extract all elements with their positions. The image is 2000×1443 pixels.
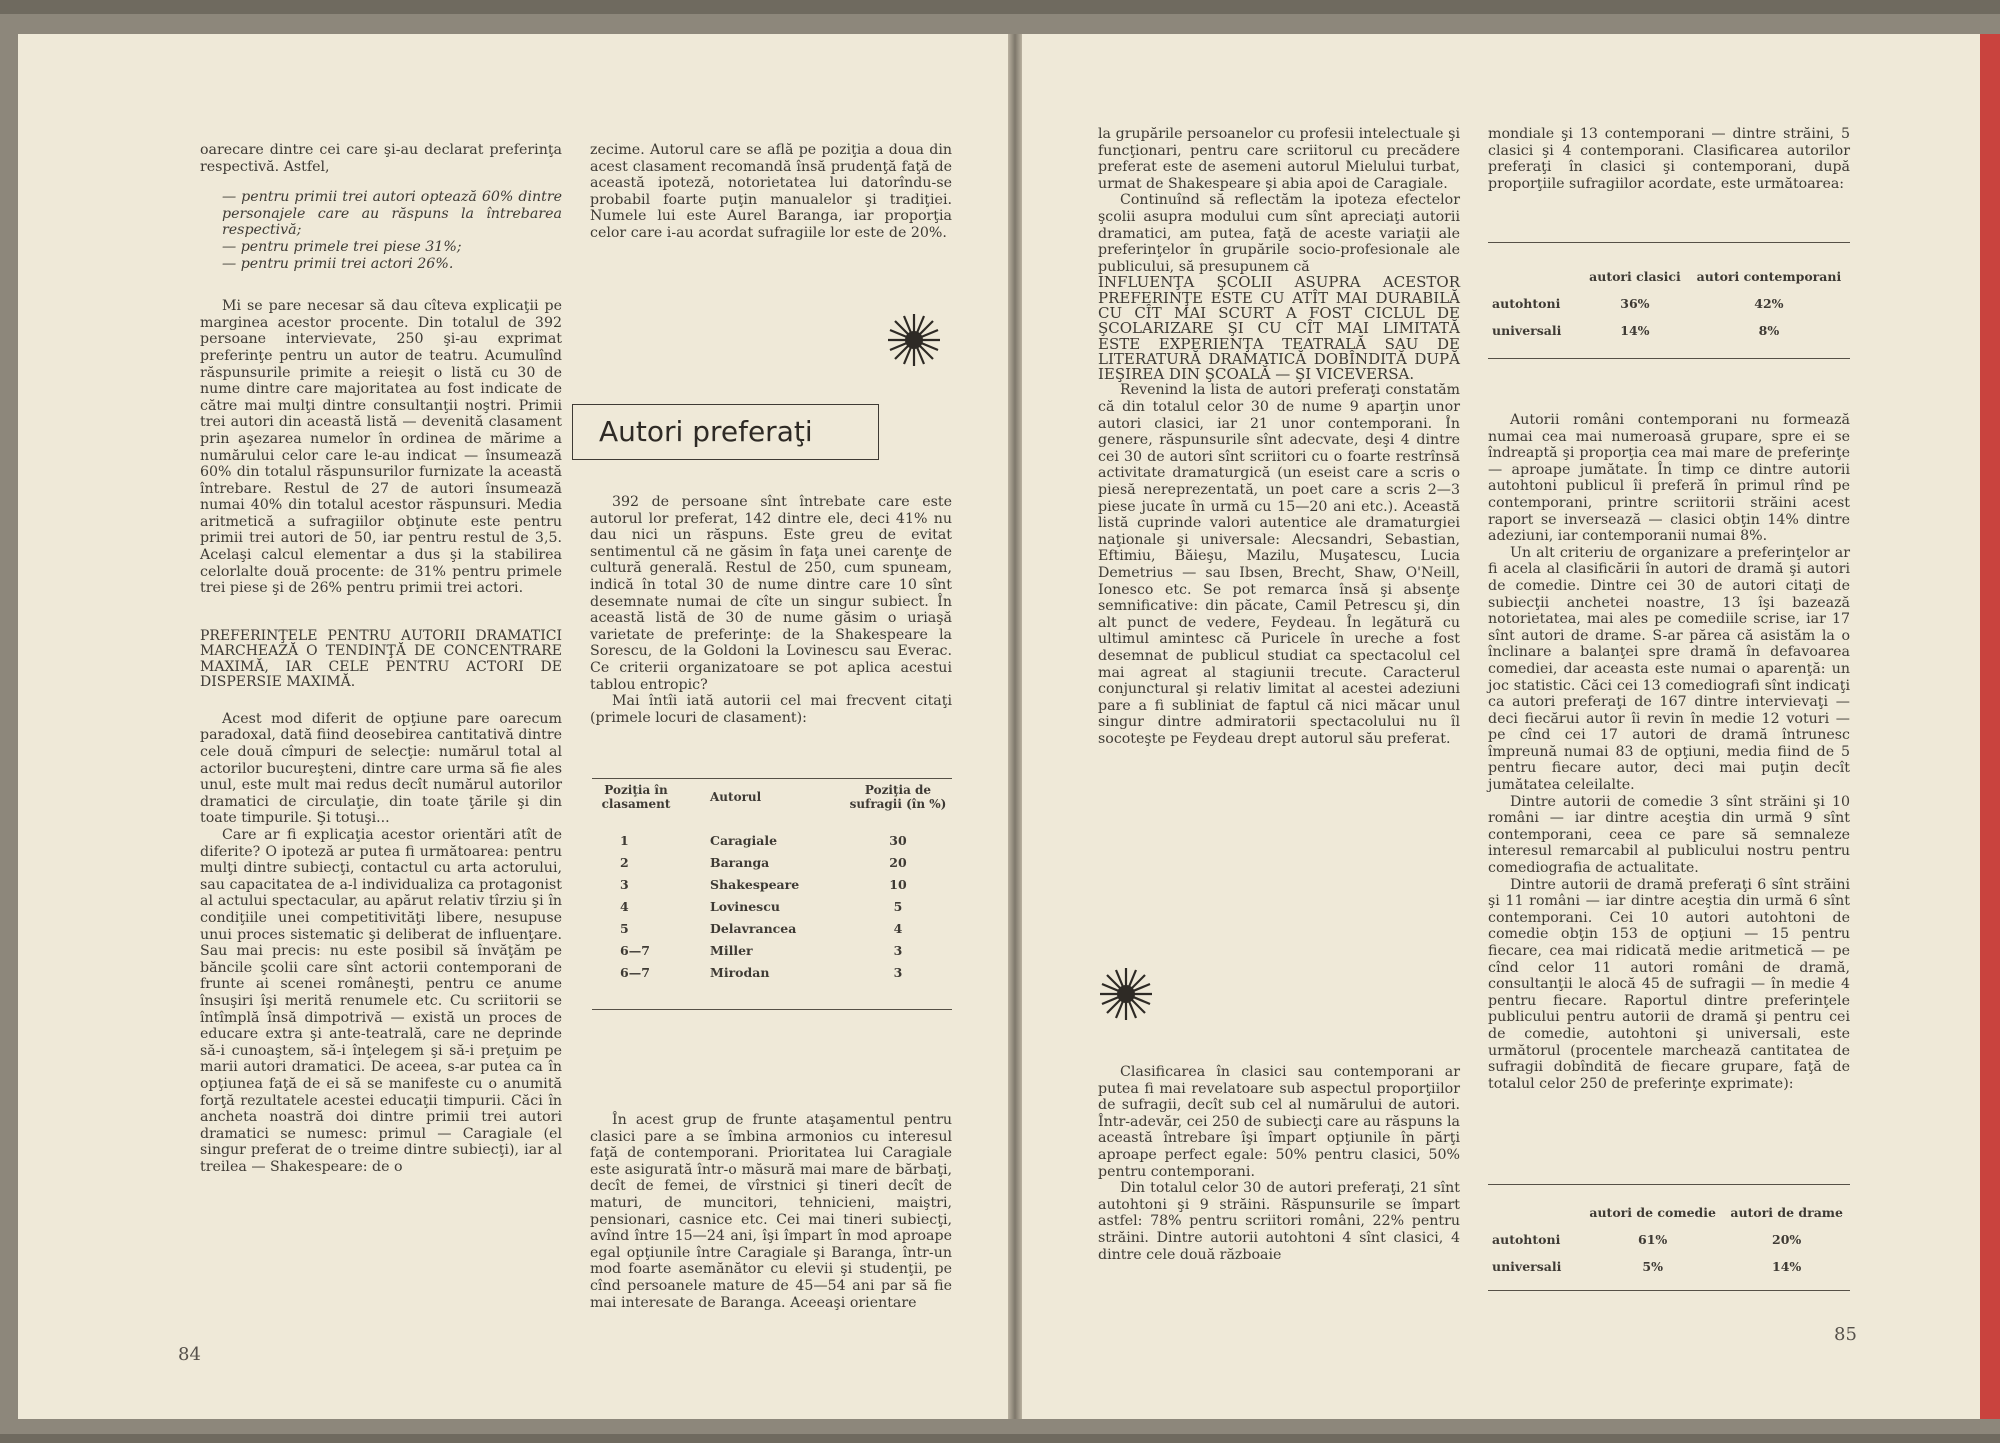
table-row: autohtoni 36% 42% [1492,296,1784,311]
table-row: 6—7 Miller 3 [620,942,903,958]
section-heading [572,404,879,460]
right-page-column-1-end [1098,1064,1460,1263]
comedy-drama-table [1488,1184,1850,1291]
page-number: 85 [1834,1324,1857,1345]
right-page-column-2 [1488,126,1850,192]
list-item: — pentru primele trei piese 31%; [222,238,462,255]
table-row: 6—7 Mirodan 3 [620,964,903,980]
table-row: 5 Delavrancea 4 [620,920,903,936]
paragraph: Acest mod diferit de opţiune pare oarecum paradoxal, dată fiind deosebirea cantitativă dintre cele două cîmpuri de selecţie: numărul total al actorilor bucureşteni, dintre care urma să fie ales unul, este mult mai redus decît numărul autorilor dramatici de circulaţie, din toate ţările şi din toate timpurile. Şi totuşi... [200,710,562,827]
classics-contemporaries-table [1488,242,1850,359]
column-header: autori de drame [1730,1205,1843,1220]
paragraph: Revenind la lista de autori preferaţi constatăm că din totalul celor 30 de nume 9 aparţin unor autori clasici, iar 21 unor contemporani. În genere, răspunsurile sînt adecvate, deşi 4 dintre cei 30 de autori sînt scriitori cu o foarte restrînsă activitate dramaturgică (un eseist care a scris o piesă nereprezentată, un poet care a scris 2—3 piese jucate în urmă cu 15—20 ani etc.). Această listă cuprinde valori autentice ale dramaturgiei naţionale şi universale: Alecsandri, Sebastian, Eftimiu, Băieşu, Mazilu, Muşatescu, Lucia Demetrius — sau Ibsen, Brecht, Shaw, O'Neill, Ionesco etc. Se pot remarca însă şi absenţe semnificative: din păcate, Camil Petrescu şi, din alt punct de vedere, Feydeau. În legătură cu ultimul amintesc că Puricele în ureche a fost desemnat de publicul studiat ca spectacolul cel mai agreat al stagiunii trecute. Caracterul conjunctural şi relativ limitat al acestei adeziuni pare a fi subliniat de faptul că nici măcar unul singur dintre admiratorii spectacolului nu îl socoteşte pe Feydeau drept autorul său preferat. [1098,382,1460,747]
left-page-column-2-end [590,1112,952,1311]
left-page-column-2-body [590,494,952,726]
table-row: universali 5% 14% [1492,1259,1802,1274]
column-header: Poziţia în clasament [601,783,671,811]
paragraph: Un alt criteriu de organizare a preferinţelor ar fi acela al clasificării în autori de dramă şi autori de comedie. Dintre cei 30 de autori citaţi de subiecţii anchetei noastre, 13 îşi bazează notorietatea, mai ales pe comediile scrise, iar 17 sînt autori de drame. S-ar părea că asistăm la o înclinare a balanţei spre dramă în defavoarea comediei, dar aceasta este numai o aparenţă: un joc statistic. Căci cei 13 comediografi sînt indicaţi ca autori preferaţi de 167 dintre intervievaţi — deci fiecărui autor îi revin în medie 12 voturi — pe cînd cei 17 autori de dramă întrunesc împreună numai 83 de opţiuni, media fiind de 5 pentru fiecare autor, deci mai puţin decît jumătatea celeilalte. [1488,544,1850,794]
section-heading-text: Autori preferaţi [599,415,813,448]
paragraph: mondiale şi 13 contemporani — dintre străini, 5 clasici şi 4 contemporani. Clasificarea autorilor preferaţi în clasici şi contemporani, după proporţiile sufragiilor acordate, este următoarea: [1488,126,1850,192]
left-page-column-1 [200,142,562,1175]
paragraph: Continuînd să reflectăm la ipoteza efectelor şcolii asupra modului cum sînt apreciaţi autorii dramatici, am putea, faţă de aceste variaţii ale preferinţelor în grupările socio-profesionale ale publicului, să presupunem că [1098,192,1460,275]
book-gutter [1008,34,1022,1419]
table-row: 3 Shakespeare 10 [620,876,907,892]
right-page-column-2-body [1488,412,1850,1092]
book-edge [1980,34,2000,1419]
left-page-column-2 [590,142,952,242]
caps-statement: INFLUENŢA ŞCOLII ASUPRA ACESTOR PREFERINŢE ESTE CU ATÎT MAI DURABILĂ CU CÎT MAI SCURT A FOST CICLUL DE ŞCOLARIZARE ŞI CU CÎT MAI LIMITATĂ ESTE EXPERIENŢA TEATRALĂ SAU DE LITERATURĂ DRAMATICĂ DOBÎNDITĂ DUPĂ IEŞIREA DIN ŞCOALĂ — ŞI VICEVERSA. [1098,273,1460,384]
column-header: Autorul [710,790,762,804]
intro-paragraph: oarecare dintre cei care şi-au declarat preferinţa respectivă. Astfel, [200,142,562,175]
table-row: 1 Caragiale 30 [620,832,907,848]
table-row: autohtoni 61% 20% [1492,1232,1802,1247]
percent-list [200,189,562,272]
paragraph: Din totalul celor 30 de autori preferaţi, 21 sînt autohtoni şi 9 străini. Răspunsurile se împart astfel: 78% pentru scriitori români, 22% pentru străini. Dintre autorii autohtoni 4 sînt clasici, 4 dintre cele două războaie [1098,1180,1460,1263]
paragraph: Clasificarea în clasici sau contemporani ar putea fi mai revelatoare sub aspectul proporţiilor de sufragii, decît sub cel al numărului de autori. Într-adevăr, cei 250 de subiecţi care au răspuns la această întrebare îşi împart opţiunile în părţi aproape perfect egale: 50% pentru clasici, 50% pentru contemporani. [1098,1064,1460,1180]
paragraph: În acest grup de frunte ataşamentul pentru clasici pare a se îmbina armonios cu interesul faţă de contemporani. Prioritatea lui Caragiale este asigurată într-o măsură mai mare de bărbaţi, decît de femei, de vîrstnici şi tineri decît de maturi, de muncitori, tehnicieni, maiştri, pensionari, casnice etc. Cei mai tineri subiecţi, avînd între 15—24 ani, îşi împart în mod aproape egal opţiunile între Caragiale şi Baranga, într-un mod foarte asemănător cu elevii şi studenţii, pe cînd persoanele mature de 45—54 ani par să fie mai interesate de Baranga. Aceeaşi orientare [590,1112,952,1311]
sun-ornament-icon [886,312,942,368]
authors-ranking-table [592,778,952,1010]
paragraph: Dintre autorii de dramă preferaţi 6 sînt străini şi 11 români — iar dintre aceştia din urmă 6 sînt contemporani. Cei 10 autori autohtoni de comedie obţin 153 de opţiuni — 15 pentru fiecare, cea mai ridicată medie aritmetică — pe cînd celor 11 autori români de dramă, consultanţii le alocă 45 de sufragii — în medie 4 pentru fiecare. Raportul dintre preferinţele publicului pentru autorii de dramă şi pentru cei de comedie, autohtoni şi universali, este următorul (procentele marchează cantitatea de sufragii dobîndită de fiecare grupare, faţă de totalul celor 250 de preferinţe exprimate): [1488,876,1850,1092]
paragraph: Mi se pare necesar să dau cîteva explicaţii pe marginea acestor procente. Din totalul de 392 persoane intervievate, 250 şi-au exprimat preferinţe pentru un autor de teatru. Acumulînd răspunsurile primite a reieşit o listă cu 30 de nume dintre care majoritatea au fost indicate de către mai mulţi dintre consultanţii noştri. Primii trei autori din această listă — devenită clasament prin aşezarea numelor în ordinea de mărime a numărului celor care le-au indicat — însumează 60% din totalul răspunsurilor furnizate la această întrebare. Restul de 27 de autori însumează numai 40% din totalul acestor răspunsuri. Media aritmetică a sufragiilor obţinute este pentru primii trei autori de 50, iar pentru restul de 3,5. Acelaşi calcul elementar a dus şi la stabilirea celorlalte două procente: de 31% pentru primele trei piese şi de 26% pentru primii trei actori. [200,298,562,597]
paragraph: Dintre autorii de comedie 3 sînt străini şi 10 români — iar dintre aceştia din urmă 9 sînt contemporani, ceea ce pare să semnaleze interesul remarcabil al publicului nostru pentru comediografia de actualitate. [1488,793,1850,877]
table-row: universali 14% 8% [1492,323,1780,338]
left-page [18,34,1008,1419]
caps-statement: PREFERINŢELE PENTRU AUTORII DRAMATICI MARCHEAZĂ O TENDINŢĂ DE CONCENTRARE MAXIMĂ, IAR CELE PENTRU ACTORI DE DISPERSIE MAXIMĂ. [200,627,562,691]
column-header: Poziţia de sufragii (în %) [849,783,947,811]
table-row: 4 Lovinescu 5 [620,898,903,914]
right-page-column-1 [1098,126,1460,747]
column-header: autori contemporani [1696,269,1842,284]
paragraph: Autorii români contemporani nu formează numai cea mai numeroasă grupare, spre ei se îndreaptă şi proporţia cea mai mare de preferinţe — aproape jumătate. În timp ce dintre autorii autohtoni publicul îi preferă în primul rînd pe contemporani, printre scriitorii străini acest raport se inversează — clasici obţin 14% dintre adeziuni, iar contemporanii numai 8%. [1488,412,1850,545]
list-item: — pentru primii trei autori optează 60% dintre personajele care au răspuns la întrebarea respectivă; [222,189,562,239]
paragraph: Mai întîi iată autorii cel mai frecvent citaţi (primele locuri de clasament): [590,693,952,726]
column-header: autori clasici [1589,269,1681,284]
paragraph: 392 de persoane sînt întrebate care este autorul lor preferat, 142 dintre ele, deci 41% nu dau nici un răspuns. Este greu de evitat sentimentul că ne găsim în faţa unei carenţe de cultură generală. Restul de 250, cum spuneam, indică în total 30 de nume dintre care 10 sînt desemnate numai de cîte un singur subiect. În această listă de 30 de nume găsim o uriaşă varietate de preferinţe: de la Shakespeare la Sorescu, de la Goldoni la Lovinescu sau Everac. Ce criterii organizatoare se pot aplica acestui tablou entropic? [590,494,952,693]
column-header: autori de comedie [1589,1205,1716,1220]
paragraph: Care ar fi explicaţia acestor orientări atît de diferite? O ipoteză ar putea fi următoarea: pentru mulţi dintre subiecţi, contactul cu arta actorului, sau capacitatea de a-l individualiza ca protagonist al actului spectacular, au apărut relativ tîrziu şi în condiţiile unei competitivităţi libere, nesupuse unui proces sistematic şi deliberat de influenţare. Sau mai precis: nu este posibil să învăţăm pe băncile şcolii care sînt actorii contemporani de frunte ai scenei româneşti, pentru ce anume însuşiri îşi merită renumele etc. Cu scriitorii se întîmplă însă dimpotrivă — există un proces de educare extra şi ante-teatrală, care ne deprinde să-i cunoaştem, să-i înţelegem şi să-i preţuim pe marii autori dramatici. De aceea, s-ar putea ca în opţiunea faţă de ei să se manifeste cu o anumită forţă rezultatele acestei educaţii timpurii. Căci în ancheta noastră doi dintre primii trei autori dramatici se numesc: primul — Caragiale (el singur preferat de o treime dintre subiecţi), iar al treilea — Shakespeare: de o [200,827,562,1175]
sun-ornament-icon [1098,966,1154,1022]
list-item: — pentru primii trei actori 26%. [222,255,454,272]
paragraph: la grupările persoanelor cu profesii intelectuale şi funcţionari, pentru care scriitorul cu precădere preferat este de asemeni autorul Mielului turbat, urmat de Shakespeare şi abia apoi de Caragiale. [1098,126,1460,192]
open-book [0,14,2000,1434]
paragraph: zecime. Autorul care se află pe poziţia a doua din acest clasament recomandă însă prudenţă faţă de această ipoteză, notorietatea lui datorîndu-se probabil foarte puţin manualelor şi tradiţiei. Numele lui este Aurel Baranga, iar proporţia celor care i-au acordat sufragiile lor este de 20%. [590,142,952,241]
page-number: 84 [178,1344,201,1365]
right-page [1022,34,1980,1419]
table-row: 2 Baranga 20 [620,854,907,870]
